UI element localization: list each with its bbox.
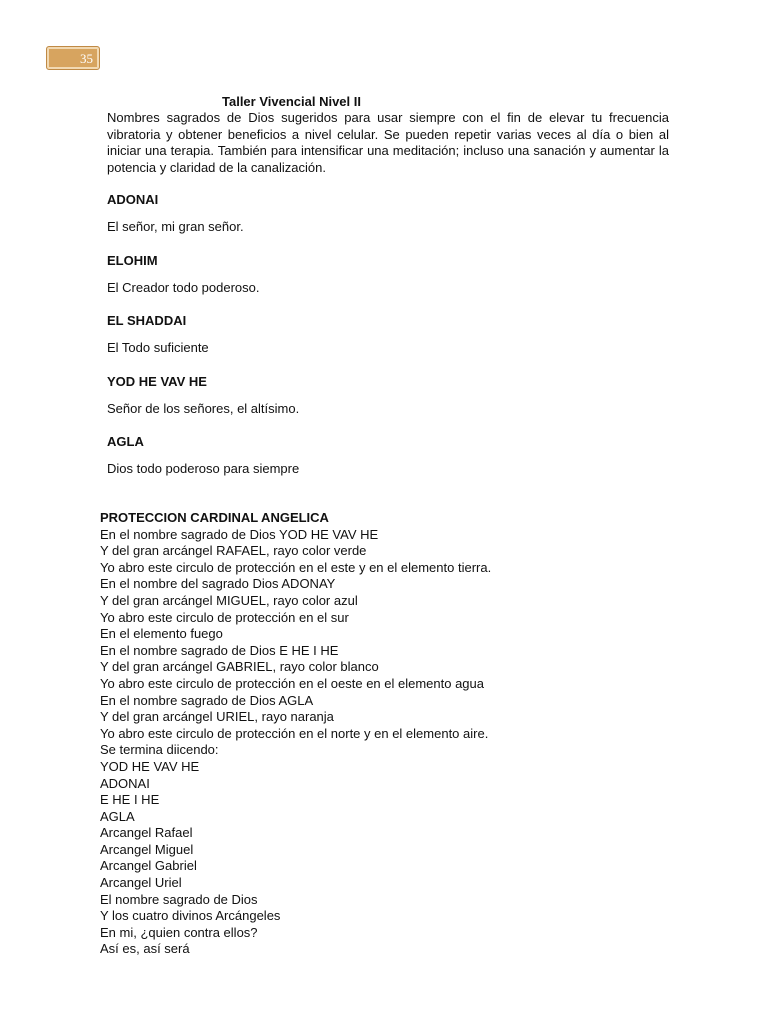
prayer-line: En el nombre del sagrado Dios ADONAY bbox=[100, 576, 336, 592]
prayer-line: AGLA bbox=[100, 808, 135, 824]
prayer-line: En el nombre sagrado de Dios AGLA bbox=[100, 692, 314, 708]
prayer-line: Yo abro este circulo de protección en el norte y en el elemento aire. bbox=[100, 725, 489, 741]
prayer-line: En el nombre sagrado de Dios YOD HE VAV HE bbox=[100, 526, 379, 542]
sacred-name-entry bbox=[107, 434, 667, 495]
prayer-line: Así es, así será bbox=[100, 941, 190, 957]
prayer-line: Y los cuatro divinos Arcángeles bbox=[100, 908, 281, 924]
prayer-line: ADONAI bbox=[100, 775, 150, 791]
intro-paragraph: Nombres sagrados de Dios sugeridos para usar siempre con el fin de elevar tu frecuencia vibratoria y obtener beneficios a nivel celular. Se pueden repetir varias veces al día o bien al iniciar una terapia. También para intensificar una meditación; incluso una sanación y aumentar la potencia y claridad de la canalización. bbox=[107, 110, 669, 175]
sacred-name-entry bbox=[107, 374, 667, 435]
sacred-name: ELOHIM bbox=[107, 252, 158, 268]
sacred-name-meaning: Señor de los señores, el altísimo. bbox=[107, 400, 300, 416]
page-number-badge bbox=[46, 46, 100, 70]
prayer-line: En mi, ¿quien contra ellos? bbox=[100, 924, 258, 940]
prayer-line: YOD HE VAV HE bbox=[100, 758, 200, 774]
sacred-name: EL SHADDAI bbox=[107, 313, 187, 329]
sacred-name: ADONAI bbox=[107, 192, 159, 207]
prayer-line: En el elemento fuego bbox=[100, 626, 223, 642]
sacred-name-meaning: El Creador todo poderoso. bbox=[107, 279, 260, 295]
prayer-line: Y del gran arcángel GABRIEL, rayo color blanco bbox=[100, 659, 379, 675]
sacred-name-entry bbox=[107, 313, 667, 374]
prayer-line: Arcangel Miguel bbox=[100, 841, 194, 857]
prayer-line: Y del gran arcángel RAFAEL, rayo color verde bbox=[100, 543, 367, 559]
sacred-name-entry bbox=[107, 192, 667, 253]
sacred-name: YOD HE VAV HE bbox=[107, 373, 207, 389]
sacred-name: AGLA bbox=[107, 434, 144, 450]
sacred-names-list bbox=[107, 192, 667, 495]
prayer-line: Y del gran arcángel URIEL, rayo naranja bbox=[100, 709, 334, 725]
document-title: Taller Vivencial Nivel II bbox=[222, 94, 361, 109]
prayer-line: En el nombre sagrado de Dios E HE I HE bbox=[100, 642, 339, 658]
sacred-name-entry bbox=[107, 253, 667, 314]
sacred-name-meaning: Dios todo poderoso para siempre bbox=[107, 461, 300, 477]
sacred-name-meaning: El señor, mi gran señor. bbox=[107, 219, 244, 234]
prayer-line: Yo abro este circulo de protección en el este y en el elemento tierra. bbox=[100, 559, 492, 575]
prayer-line: E HE I HE bbox=[100, 792, 160, 808]
protection-heading: PROTECCION CARDINAL ANGELICA bbox=[100, 510, 329, 525]
prayer-line: Arcangel Uriel bbox=[100, 875, 182, 891]
prayer-line: Y del gran arcángel MIGUEL, rayo color azul bbox=[100, 592, 358, 608]
prayer-line: El nombre sagrado de Dios bbox=[100, 891, 258, 907]
prayer-line: Yo abro este circulo de protección en el sur bbox=[100, 609, 349, 625]
protection-section bbox=[100, 510, 700, 958]
prayer-line: Arcangel Gabriel bbox=[100, 858, 197, 874]
prayer-line: Arcangel Rafael bbox=[100, 825, 193, 841]
page-number: 35 bbox=[80, 51, 93, 66]
prayer-line: Yo abro este circulo de protección en el oeste en el elemento agua bbox=[100, 675, 485, 691]
sacred-name-meaning: El Todo suficiente bbox=[107, 340, 209, 356]
prayer-line: Se termina diicendo: bbox=[100, 742, 219, 758]
